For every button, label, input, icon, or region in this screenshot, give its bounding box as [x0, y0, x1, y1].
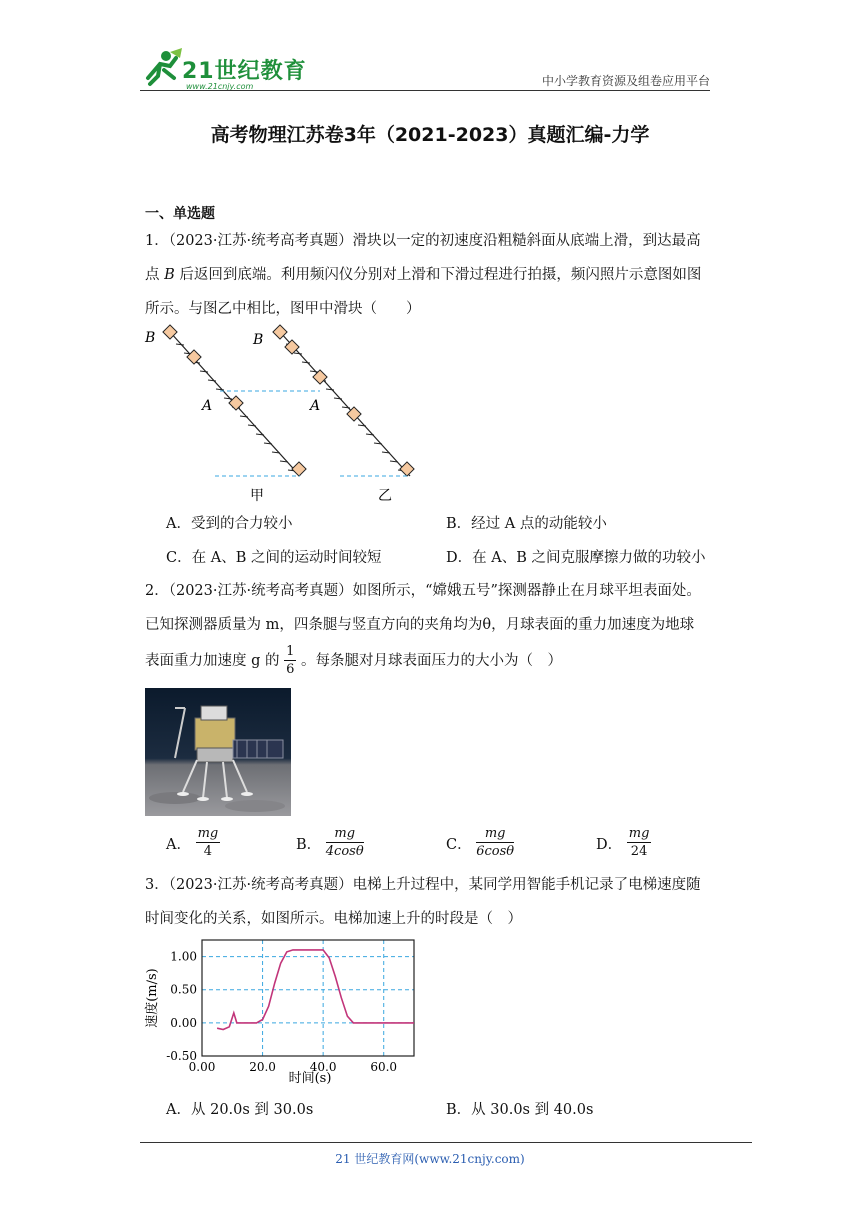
header-platform-text: 中小学教育资源及组卷应用平台 — [541, 74, 710, 88]
page-title: 高考物理江苏卷3年（2021-2023）真题汇编-力学 — [210, 124, 650, 146]
x-tick-label: 20.0 — [249, 1060, 276, 1074]
x-tick-label: 0.00 — [188, 1060, 216, 1074]
label-A-left: A — [202, 398, 213, 414]
y-axis-label: 速度(m/s) — [145, 968, 160, 1028]
y-tick-label: -0.50 — [166, 1049, 197, 1063]
label-B-right: B — [253, 332, 264, 348]
slider-block-left-2 — [187, 350, 201, 364]
q2-option-a[interactable]: A． $\frac{mg}{4}$ — [166, 826, 219, 859]
q1-option-a[interactable]: A．受到的合力较小 — [166, 516, 293, 532]
q2-line-2: 已知探测器质量为 m，四条腿与竖直方向的夹角均为θ，月球表面的重力加速度为地球 — [145, 617, 695, 633]
q1-line-3: 所示。与图乙中相比，图甲中滑块（ ） — [145, 301, 421, 317]
q2-line-3: 表面重力加速度 g 的 $\frac{1}{6}$ 。每条腿对月球表面压力的大小为（ ） — [145, 643, 562, 677]
q3-option-b[interactable]: B．从 30.0s 到 40.0s — [446, 1102, 594, 1118]
question-2 — [145, 574, 745, 680]
caption-yi: 乙 — [378, 488, 392, 504]
q2-option-c[interactable]: C． $\frac{mg}{6\cos\theta}$ — [446, 826, 515, 859]
footer-divider — [140, 1142, 752, 1143]
q1-line-1: 1．（2023·江苏·统考高考真题）滑块以一定的初速度沿粗糙斜面从底端上滑，到达最高 — [145, 233, 701, 249]
q2-option-b[interactable]: B． $\frac{mg}{4\cos\theta}$ — [296, 826, 364, 859]
fraction-one-sixth: $\frac{1}{6}$ — [286, 643, 295, 677]
q2-option-d[interactable]: D． $\frac{mg}{24}$ — [596, 826, 650, 859]
chart-frame — [202, 940, 414, 1056]
slider-block-right-2 — [285, 340, 299, 354]
q1-option-b[interactable]: B．经过 A 点的动能较小 — [446, 516, 607, 532]
q1-option-d[interactable]: D．在 A、B 之间克服摩擦力做的功较小 — [446, 550, 706, 566]
header-divider — [140, 90, 710, 91]
q3-option-a[interactable]: A．从 20.0s 到 30.0s — [166, 1102, 314, 1118]
y-tick-label: 1.00 — [170, 949, 197, 964]
incline-figure — [140, 322, 440, 507]
question-1 — [145, 224, 745, 326]
logo-url: www.21cnjy.com — [186, 82, 254, 91]
question-3 — [145, 868, 745, 936]
x-axis-label: 时间(s) — [288, 1071, 332, 1086]
lunar-lander-image — [145, 688, 291, 816]
q3-line-1: 3．（2023·江苏·统考高考真题）电梯上升过程中，某同学用智能手机记录了电梯速度随 — [145, 877, 701, 893]
q2-line-1: 2．（2023·江苏·统考高考真题）如图所示，“嫦娥五号”探测器静止在月球平坦表面处。 — [145, 583, 701, 599]
logo-text: 21世纪教育 — [182, 59, 307, 84]
y-tick-label: 0.50 — [170, 982, 197, 997]
y-tick-labels — [166, 950, 197, 1063]
slider-block-right-5 — [400, 462, 414, 476]
label-A-right: A — [310, 398, 321, 414]
q3-line-2: 时间变化的关系，如图所示。电梯加速上升的时段是（ ） — [145, 911, 522, 927]
velocity-time-chart — [140, 930, 430, 1088]
y-tick-label: 0.00 — [170, 1015, 197, 1030]
runner-logo-icon — [140, 48, 184, 88]
x-tick-label: 60.0 — [370, 1060, 398, 1074]
footer-text: 21 世纪教育网(www.21cnjy.com) — [335, 1152, 525, 1166]
section-heading: 一、单选题 — [145, 206, 215, 222]
slider-block-left-4 — [292, 462, 306, 476]
q1-option-c[interactable]: C．在 A、B 之间的运动时间较短 — [166, 550, 382, 566]
chart-grid — [202, 940, 414, 1056]
slider-block-left-3 — [229, 396, 243, 410]
site-logo — [140, 48, 310, 92]
caption-jia: 甲 — [250, 488, 264, 504]
x-tick-label: 40.0 — [309, 1060, 337, 1074]
q1-line-2: 点 B 后返回到底端。利用频闪仪分别对上滑和下滑过程进行拍摄，频闪照片示意图如图 — [145, 267, 702, 283]
label-B-left: B — [145, 330, 156, 346]
